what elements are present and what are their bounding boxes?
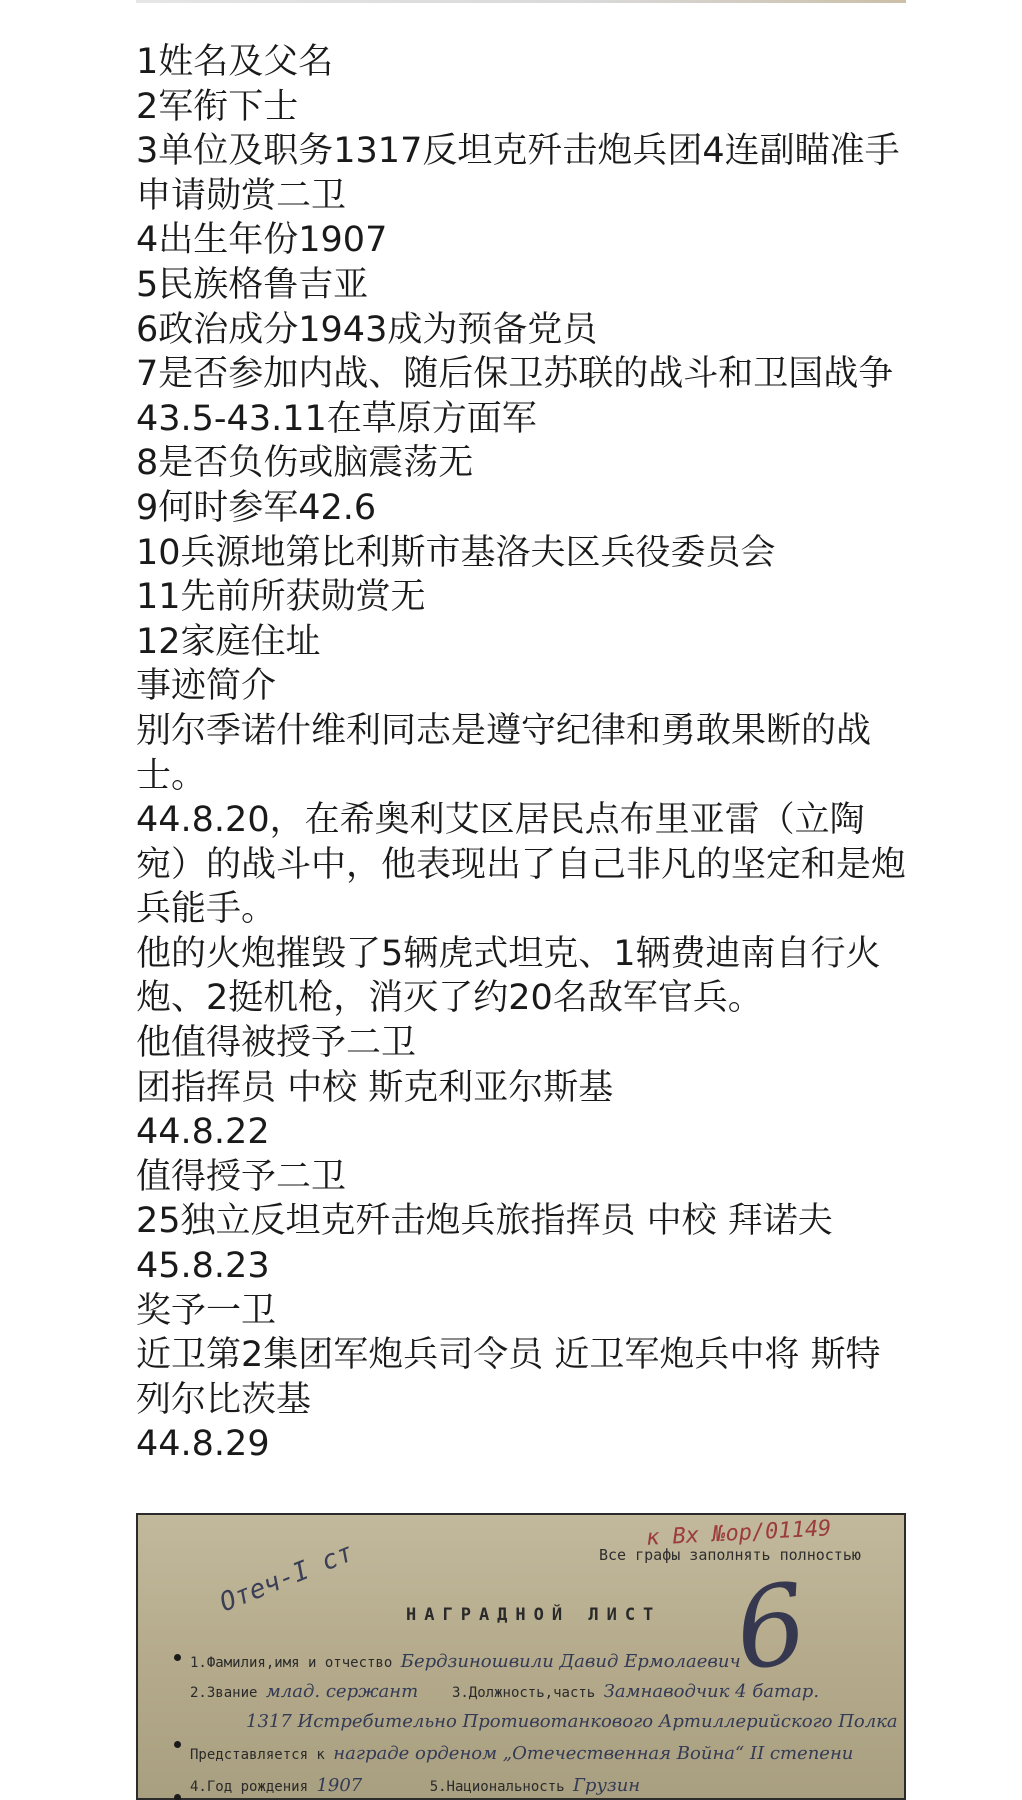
field-nominated-award: 申请勋赏二卫	[136, 175, 347, 216]
recommendation-2: 值得授予二卫	[136, 1156, 347, 1197]
sheet-row-unit	[246, 1711, 898, 1732]
recommendation-1: 他值得被授予二卫	[136, 1023, 417, 1064]
row-label: Представляется к	[190, 1747, 325, 1763]
row-label: 2.Звание	[190, 1685, 258, 1701]
punch-hole	[174, 1794, 181, 1800]
date-2: 45.8.23	[136, 1246, 270, 1287]
deed-paragraph-2: 44.8.20，在希奥利艾区居民点布里亚雷（立陶宛）的战斗中，他表现出了自己非凡的坚定和是炮兵能手。	[136, 800, 907, 930]
sheet-row-rank	[190, 1681, 819, 1702]
field-enlisted: 9何时参军42.6	[136, 487, 377, 528]
signer-1: 团指挥员 中校 斯克利亚尔斯基	[136, 1067, 614, 1108]
deed-paragraph-1: 别尔季诺什维利同志是遵守纪律和勇敢果断的战士。	[136, 710, 872, 796]
handwritten-number: 6	[727, 1558, 815, 1696]
signer-2: 25独立反坦克歼击炮兵旅指挥员 中校 拜诺夫	[136, 1201, 833, 1242]
field-draft-office: 10兵源地第比利斯市基洛夫区兵役委员会	[136, 532, 776, 573]
section-heading-deeds: 事迹简介	[136, 666, 277, 707]
punch-hole	[174, 1741, 181, 1748]
row-value: Грузин	[573, 1775, 641, 1796]
row-value: млад. сержант	[265, 1681, 419, 1702]
field-wounds: 8是否负伤或脑震荡无	[136, 443, 474, 484]
form-note: Все графы заполнять полностью	[599, 1546, 861, 1564]
row-value: 1317 Истребительно Противотанкового Артиллерийского Полка	[246, 1711, 898, 1732]
punch-hole	[174, 1654, 181, 1661]
row-value: Замнаводчик 4 батар.	[603, 1681, 820, 1702]
row-label: 4.Год рождения	[190, 1779, 309, 1795]
sheet-row-birth	[190, 1775, 640, 1796]
date-3: 44.8.29	[136, 1424, 270, 1465]
deed-paragraph-3: 他的火炮摧毁了5辆虎式坦克、1辆费迪南自行火炮、2挺机枪，消灭了约20名敌军官兵。	[136, 933, 881, 1019]
top-image-edge	[136, 0, 906, 3]
award-sheet-scan	[136, 1513, 906, 1800]
sheet-row-name	[190, 1651, 741, 1672]
field-unit-position: 3单位及职务1317反坦克歼击炮兵团4连副瞄准手	[136, 131, 900, 172]
field-rank: 2军衔下士	[136, 86, 299, 127]
field-previous-awards: 11先前所获勋赏无	[136, 577, 426, 618]
signer-3: 近卫第2集团军炮兵司令员 近卫军炮兵中将 斯特列尔比茨基	[136, 1335, 881, 1420]
row-value: Бердзиношвили Давид Ермолаевич	[400, 1651, 741, 1672]
margin-handwriting: Отеч-I ст	[215, 1537, 358, 1619]
decision: 奖予一卫	[136, 1290, 277, 1331]
sheet-heading: НАГРАДНОЙ ЛИСТ	[406, 1605, 662, 1625]
field-war-participation: 7是否参加内战、随后保卫苏联的战斗和卫国战争43.5-43.11在草原方面军	[136, 354, 894, 439]
field-home-address: 12家庭住址	[136, 621, 321, 662]
row-label: 5.Национальность	[429, 1779, 565, 1795]
sheet-row-nominated	[190, 1743, 853, 1764]
field-party: 6政治成分1943成为预备党员	[136, 309, 598, 350]
field-nationality: 5民族格鲁吉亚	[136, 264, 369, 305]
field-birth-year: 4出生年份1907	[136, 220, 388, 261]
transcription-text	[136, 40, 906, 1467]
row-label: 1.Фамилия,имя и отчество	[190, 1655, 393, 1671]
row-value: 1907	[316, 1775, 363, 1796]
row-value: награде орденом „Отечественная Война“ II степени	[333, 1743, 854, 1764]
date-1: 44.8.22	[136, 1112, 270, 1153]
field-name: 1姓名及父名	[136, 42, 334, 82]
row-label: 3.Должность,часть	[451, 1685, 596, 1701]
archive-stamp: к Вх №ор/01149	[645, 1516, 832, 1551]
